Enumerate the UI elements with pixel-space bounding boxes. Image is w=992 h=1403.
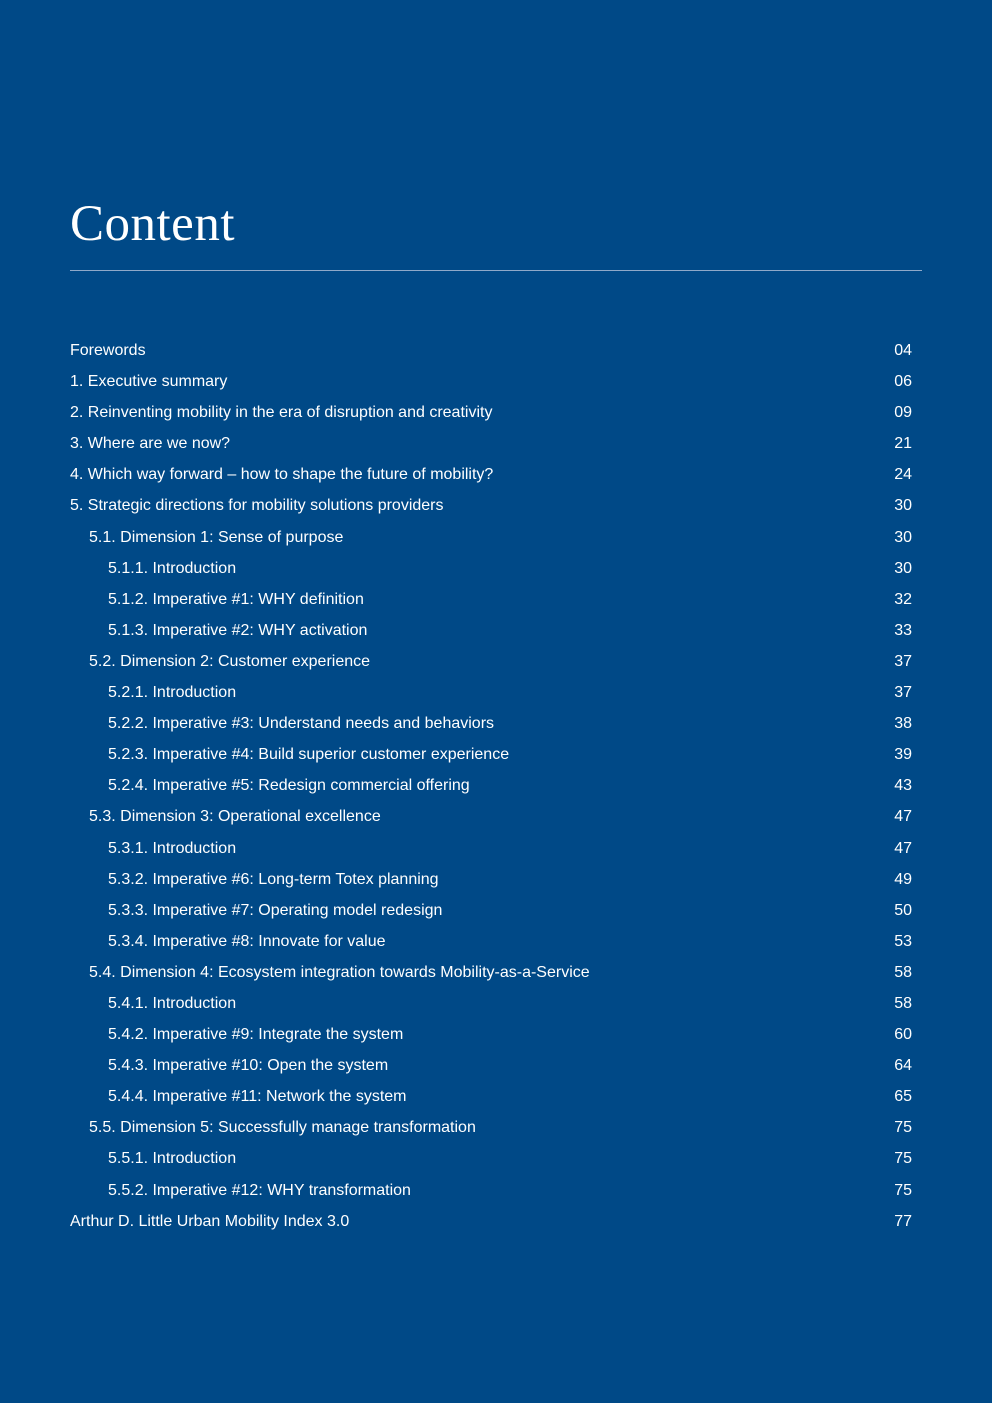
toc-entry-page-number: 21 bbox=[894, 435, 912, 453]
toc-entry-label: Forewords bbox=[70, 342, 146, 359]
toc-entry-label: 5.2.2. Imperative #3: Understand needs and behaviors bbox=[108, 715, 495, 733]
toc-entry-page-number: 64 bbox=[894, 1057, 912, 1075]
table-of-contents bbox=[70, 337, 912, 1239]
toc-entry-page-number: 50 bbox=[894, 901, 912, 919]
toc-entry-page-number: 37 bbox=[894, 684, 912, 702]
page-title: Content bbox=[70, 196, 235, 252]
toc-entry-label: 5.5.1. Introduction bbox=[108, 1150, 237, 1168]
toc-entry-label: 5.2.4. Imperative #5: Redesign commercial offering bbox=[108, 777, 470, 795]
toc-entry-label: 5.4. Dimension 4: Ecosystem integration towards Mobility-as-a-Service bbox=[89, 963, 590, 981]
toc-entry-page-number: 39 bbox=[894, 746, 912, 764]
toc-entry-label: 5.3. Dimension 3: Operational excellence bbox=[89, 808, 381, 826]
toc-entry-label: 5.3.4. Imperative #8: Innovate for value bbox=[108, 932, 386, 950]
toc-entry-label: 5.5. Dimension 5: Successfully manage transformation bbox=[89, 1119, 476, 1137]
toc-entry-page-number: 30 bbox=[894, 497, 912, 515]
toc-entry-label: 5.4.1. Introduction bbox=[108, 994, 237, 1012]
toc-entry-page-number: 65 bbox=[894, 1088, 912, 1106]
toc-entry[interactable] bbox=[70, 586, 912, 617]
toc-entry-label: 5.4.4. Imperative #11: Network the system bbox=[108, 1088, 407, 1106]
toc-entry[interactable] bbox=[70, 679, 912, 710]
toc-entry[interactable] bbox=[70, 337, 912, 368]
toc-entry[interactable] bbox=[70, 928, 912, 959]
toc-entry[interactable] bbox=[70, 368, 912, 399]
toc-entry-label: 3. Where are we now? bbox=[70, 435, 231, 453]
toc-entry-page-number: 75 bbox=[894, 1150, 912, 1168]
toc-entry-label: 5.1.3. Imperative #2: WHY activation bbox=[108, 621, 368, 639]
toc-entry-page-number: 60 bbox=[894, 1026, 912, 1044]
toc-entry-label: Arthur D. Little Urban Mobility Index 3.0 bbox=[70, 1212, 350, 1230]
toc-entry[interactable] bbox=[70, 772, 912, 803]
toc-entry-page-number: 47 bbox=[894, 839, 912, 857]
toc-entry-page-number: 47 bbox=[894, 808, 912, 826]
toc-entry[interactable] bbox=[70, 1208, 912, 1239]
toc-entry-label: 5.2. Dimension 2: Customer experience bbox=[89, 652, 371, 670]
toc-entry[interactable] bbox=[70, 430, 912, 461]
toc-entry[interactable] bbox=[70, 617, 912, 648]
toc-entry[interactable] bbox=[70, 741, 912, 772]
toc-entry[interactable] bbox=[70, 492, 912, 523]
toc-entry[interactable] bbox=[70, 835, 912, 866]
toc-entry-label: 5.2.1. Introduction bbox=[108, 684, 237, 702]
toc-entry-page-number: 33 bbox=[894, 621, 912, 639]
toc-entry[interactable] bbox=[70, 461, 912, 492]
toc-entry-label: 1. Executive summary bbox=[70, 373, 228, 391]
toc-entry-label: 5.1.1. Introduction bbox=[108, 559, 237, 577]
toc-entry[interactable] bbox=[70, 1145, 912, 1176]
toc-entry[interactable] bbox=[70, 399, 912, 430]
toc-entry-page-number: 49 bbox=[894, 870, 912, 888]
toc-entry-label: 5.2.3. Imperative #4: Build superior customer experience bbox=[108, 746, 510, 764]
toc-entry[interactable] bbox=[70, 648, 912, 679]
toc-entry-label: 5.1.2. Imperative #1: WHY definition bbox=[108, 590, 364, 608]
toc-entry-page-number: 75 bbox=[894, 1119, 912, 1137]
toc-entry[interactable] bbox=[70, 555, 912, 586]
toc-entry[interactable] bbox=[70, 1177, 912, 1208]
toc-entry[interactable] bbox=[70, 803, 912, 834]
toc-entry[interactable] bbox=[70, 1021, 912, 1052]
toc-entry-label: 5.4.3. Imperative #10: Open the system bbox=[108, 1057, 389, 1075]
toc-entry-label: 5. Strategic directions for mobility solutions providers bbox=[70, 497, 444, 515]
toc-entry[interactable] bbox=[70, 959, 912, 990]
toc-entry-label: 5.5.2. Imperative #12: WHY transformation bbox=[108, 1181, 411, 1199]
toc-entry-page-number: 38 bbox=[894, 715, 912, 733]
toc-entry-page-number: 06 bbox=[894, 373, 912, 391]
toc-entry-page-number: 30 bbox=[894, 559, 912, 577]
toc-entry-page-number: 58 bbox=[894, 994, 912, 1012]
toc-entry-label: 4. Which way forward – how to shape the future of mobility? bbox=[70, 466, 494, 484]
toc-entry-page-number: 04 bbox=[894, 342, 912, 359]
toc-entry-label: 5.3.3. Imperative #7: Operating model redesign bbox=[108, 901, 443, 919]
toc-entry[interactable] bbox=[70, 1083, 912, 1114]
toc-entry-page-number: 32 bbox=[894, 590, 912, 608]
toc-entry-label: 5.3.2. Imperative #6: Long-term Totex planning bbox=[108, 870, 439, 888]
toc-entry-label: 2. Reinventing mobility in the era of disruption and creativity bbox=[70, 404, 493, 422]
toc-entry-page-number: 58 bbox=[894, 963, 912, 981]
toc-entry-page-number: 30 bbox=[894, 528, 912, 546]
toc-entry[interactable] bbox=[70, 990, 912, 1021]
toc-entry-page-number: 43 bbox=[894, 777, 912, 795]
toc-entry-page-number: 77 bbox=[894, 1212, 912, 1230]
toc-entry[interactable] bbox=[70, 1052, 912, 1083]
title-divider bbox=[70, 270, 922, 271]
toc-entry-page-number: 75 bbox=[894, 1181, 912, 1199]
toc-entry-page-number: 53 bbox=[894, 932, 912, 950]
toc-entry[interactable] bbox=[70, 710, 912, 741]
toc-entry-page-number: 09 bbox=[894, 404, 912, 422]
toc-entry-page-number: 24 bbox=[894, 466, 912, 484]
toc-entry[interactable] bbox=[70, 866, 912, 897]
toc-entry-label: 5.1. Dimension 1: Sense of purpose bbox=[89, 528, 344, 546]
toc-entry[interactable] bbox=[70, 524, 912, 555]
toc-entry[interactable] bbox=[70, 897, 912, 928]
toc-entry[interactable] bbox=[70, 1114, 912, 1145]
toc-entry-label: 5.3.1. Introduction bbox=[108, 839, 237, 857]
toc-entry-label: 5.4.2. Imperative #9: Integrate the system bbox=[108, 1026, 404, 1044]
toc-entry-page-number: 37 bbox=[894, 652, 912, 670]
